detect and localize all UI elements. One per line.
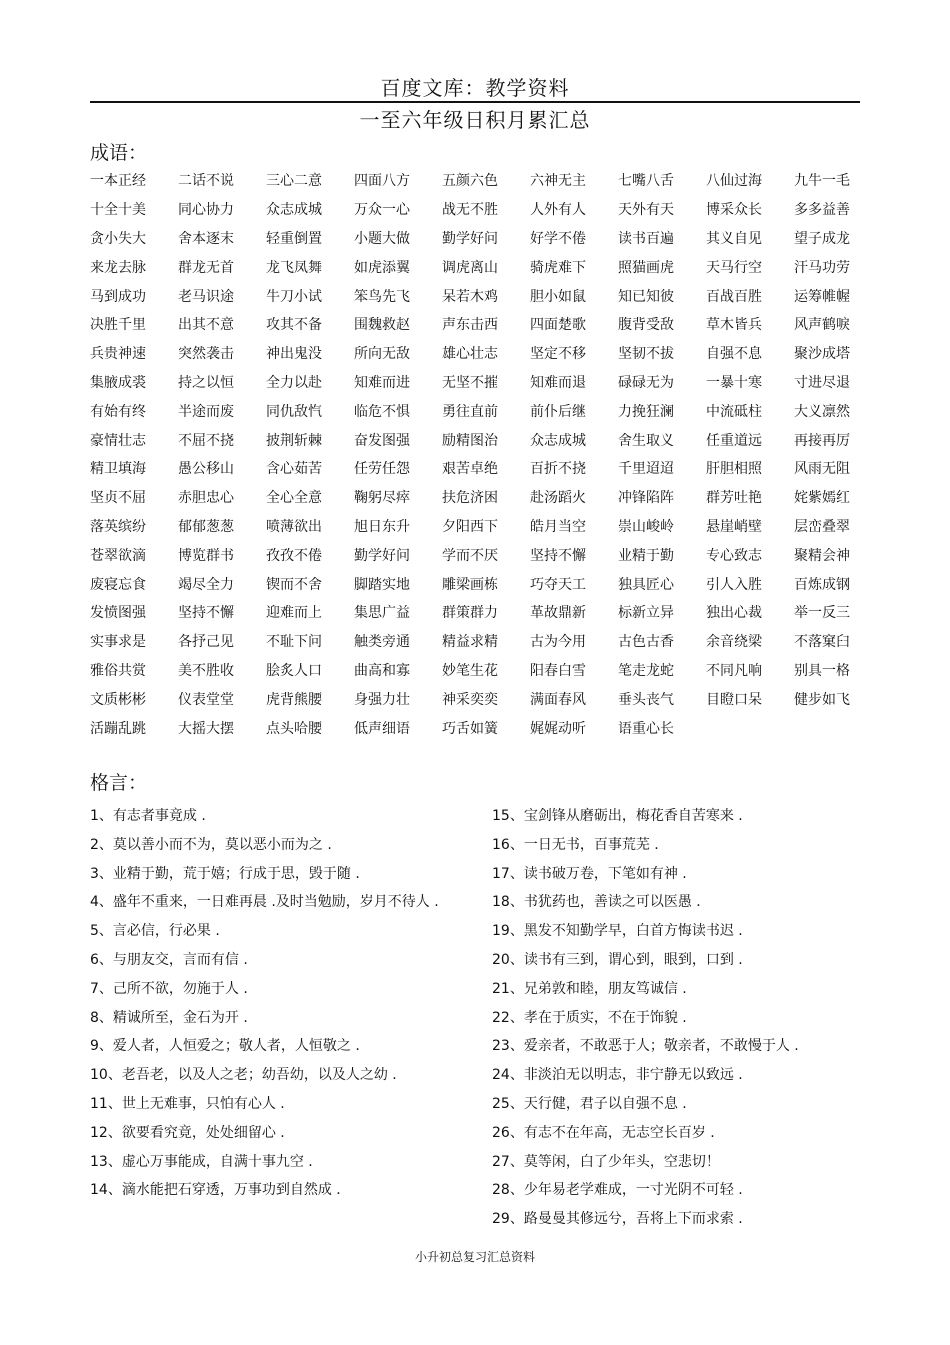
idiom-item: 含心茹苦 xyxy=(266,461,322,478)
idiom-item: 五颜六色 xyxy=(442,173,498,190)
idiom-item: 众志成城 xyxy=(266,202,322,219)
idiom-item: 触类旁通 xyxy=(354,634,410,651)
maxim-item: 28、少年易老学难成，一寸光阴不可轻 . xyxy=(492,1182,743,1199)
idiom-item: 鞠躬尽瘁 xyxy=(354,490,410,507)
idiom-item: 愚公移山 xyxy=(178,461,234,478)
idiom-item: 雅俗共赏 xyxy=(90,662,146,679)
idiom-item: 冲锋陷阵 xyxy=(618,490,674,507)
idiom-row xyxy=(90,166,870,195)
idiom-item: 姹紫嫣红 xyxy=(794,490,850,507)
idiom-item: 集腋成裘 xyxy=(90,374,146,391)
idiom-row xyxy=(90,396,870,425)
idiom-item: 轻重倒置 xyxy=(266,230,322,247)
maxim-item: 15、宝剑锋从磨砺出，梅花香自苦寒来 . xyxy=(492,808,743,824)
idiom-item: 临危不惧 xyxy=(354,403,410,420)
idiom-item: 艰苦卓绝 xyxy=(442,461,498,478)
idiom-item: 一本正经 xyxy=(90,173,146,190)
idiom-item: 苍翠欲滴 xyxy=(90,547,146,564)
idiom-row xyxy=(90,627,870,656)
idiom-item: 皓月当空 xyxy=(530,518,586,535)
idiom-item: 美不胜收 xyxy=(178,662,234,679)
maxim-item: 20、读书有三到，谓心到，眼到，口到 . xyxy=(492,951,743,968)
idiom-item: 学而不厌 xyxy=(442,547,498,564)
maxim-item: 27、莫等闲，白了少年头，空悲切！ xyxy=(492,1153,720,1170)
idiom-item: 废寝忘食 xyxy=(90,576,146,593)
idiom-row xyxy=(90,339,870,368)
idiom-item: 低声细语 xyxy=(354,720,410,737)
idiom-item: 贪小失大 xyxy=(90,230,146,247)
idiom-item: 碌碌无为 xyxy=(618,374,674,391)
maxim-item: 26、有志不在年高，无志空长百岁 . xyxy=(492,1124,715,1141)
idiom-item: 标新立异 xyxy=(618,605,674,622)
idiom-item: 层峦叠翠 xyxy=(794,518,850,535)
idiom-item: 大摇大摆 xyxy=(178,720,234,737)
idiom-item: 其义自见 xyxy=(706,230,762,247)
idiom-item: 雕梁画栋 xyxy=(442,576,498,593)
idiom-item: 腹背受敌 xyxy=(618,317,674,334)
idiom-item: 独出心裁 xyxy=(706,605,762,622)
idiom-item: 点头哈腰 xyxy=(266,720,322,737)
idiom-item: 全力以赴 xyxy=(266,374,322,391)
maxim-item: 8、精诚所至，金石为开 . xyxy=(90,1009,248,1026)
idiom-item: 三心二意 xyxy=(266,173,322,190)
maxim-item: 3、业精于勤，荒于嬉；行成于思，毁于随 . xyxy=(90,865,360,882)
idiom-item: 攻其不备 xyxy=(266,317,322,334)
maxim-item: 14、滴水能把石穿透，万事功到自然成 . xyxy=(90,1182,341,1199)
idiom-item: 力挽狂澜 xyxy=(618,403,674,420)
idiom-item: 突然袭击 xyxy=(178,346,234,363)
idiom-item: 仪表堂堂 xyxy=(178,691,234,708)
idiom-item: 群策群力 xyxy=(442,605,498,622)
idiom-item: 引人入胜 xyxy=(706,576,762,593)
idiom-item: 坚贞不屈 xyxy=(90,490,146,507)
idiom-item: 举一反三 xyxy=(794,605,850,622)
idiom-item: 有始有终 xyxy=(90,403,146,420)
idiom-item: 扶危济困 xyxy=(442,490,498,507)
idiom-item: 风雨无阻 xyxy=(794,461,850,478)
idiom-item: 来龙去脉 xyxy=(90,259,146,276)
maxim-item: 18、书犹药也，善读之可以医愚 . xyxy=(492,894,701,911)
idiom-item: 脚踏实地 xyxy=(354,576,410,593)
idiom-item: 兵贵神速 xyxy=(90,346,146,363)
idiom-item: 中流砥柱 xyxy=(706,403,762,420)
idiom-item: 千里迢迢 xyxy=(618,461,674,478)
idiom-item: 同仇敌忾 xyxy=(266,403,322,420)
maxim-item: 17、读书破万卷，下笔如有神 . xyxy=(492,865,687,882)
idiom-item: 八仙过海 xyxy=(706,173,762,190)
idiom-item: 赴汤蹈火 xyxy=(530,490,586,507)
idiom-item: 照猫画虎 xyxy=(618,259,674,276)
idiom-item: 好学不倦 xyxy=(530,230,586,247)
idiom-item: 牛刀小试 xyxy=(266,288,322,305)
idiom-item: 九牛一毛 xyxy=(794,173,850,190)
idiom-item: 前仆后继 xyxy=(530,403,586,420)
idiom-item: 博览群书 xyxy=(178,547,234,564)
idiom-item: 健步如飞 xyxy=(794,691,850,708)
idiom-item: 任重道远 xyxy=(706,432,762,449)
idiom-item: 肝胆相照 xyxy=(706,461,762,478)
idiom-item: 娓娓动听 xyxy=(530,720,586,737)
idiom-row xyxy=(90,252,870,281)
idiom-item: 四面楚歌 xyxy=(530,317,586,334)
maxim-item: 21、兄弟敦和睦，朋友笃诚信 . xyxy=(492,980,687,997)
maxim-item: 19、黑发不知勤学早，白首方悔读书迟 . xyxy=(492,923,743,940)
idiom-item: 四面八方 xyxy=(354,173,410,190)
idiom-item: 读书百遍 xyxy=(618,230,674,247)
idiom-item: 决胜千里 xyxy=(90,317,146,334)
idiom-item: 巧舌如簧 xyxy=(442,720,498,737)
maxim-item: 13、虚心万事能成，自满十事九空 . xyxy=(90,1153,313,1170)
idiom-item: 雄心壮志 xyxy=(442,346,498,363)
idiom-item: 赤胆忠心 xyxy=(178,490,234,507)
idiom-item: 神出鬼没 xyxy=(266,346,322,363)
idiom-item: 不落窠臼 xyxy=(794,634,850,651)
idiom-item: 精卫填海 xyxy=(90,461,146,478)
idiom-item: 脍炙人口 xyxy=(266,662,322,679)
idiom-item: 余音绕梁 xyxy=(706,634,762,651)
idiom-row xyxy=(90,684,870,713)
idiom-item: 目瞪口呆 xyxy=(706,691,762,708)
idiom-row xyxy=(90,540,870,569)
idiom-item: 聚精会神 xyxy=(794,547,850,564)
idiom-item: 呆若木鸡 xyxy=(442,288,498,305)
idiom-item: 万众一心 xyxy=(354,202,410,219)
idiom-item: 坚定不移 xyxy=(530,346,586,363)
idiom-row xyxy=(90,569,870,598)
idiom-item: 群芳吐艳 xyxy=(706,490,762,507)
idiom-row xyxy=(90,425,870,454)
page-footer: 小升初总复习汇总资料 xyxy=(414,1250,535,1264)
idioms-heading: 成语： xyxy=(90,142,148,164)
idiom-item: 勤学好问 xyxy=(354,547,410,564)
idiom-item: 坚持不懈 xyxy=(530,547,586,564)
idiom-item: 集思广益 xyxy=(354,605,410,622)
idiom-grid xyxy=(90,166,870,742)
idiom-item: 语重心长 xyxy=(618,720,674,737)
idiom-item: 聚沙成塔 xyxy=(794,346,850,363)
idiom-item: 老马识途 xyxy=(178,288,234,305)
idiom-item: 喷薄欲出 xyxy=(266,518,322,535)
idiom-row xyxy=(90,713,870,742)
maxim-item: 4、盛年不重来，一日难再晨 .及时当勉励，岁月不待人 . xyxy=(90,894,439,911)
maxim-item: 12、欲要看究竟，处处细留心 . xyxy=(90,1124,285,1141)
idiom-item: 勇往直前 xyxy=(442,403,498,420)
idiom-item: 知难而退 xyxy=(530,374,586,391)
idiom-row xyxy=(90,454,870,483)
idiom-item: 知难而进 xyxy=(354,374,410,391)
idiom-row xyxy=(90,281,870,310)
idiom-item: 锲而不舍 xyxy=(266,576,322,593)
idiom-item: 汗马功劳 xyxy=(794,259,850,276)
maxim-item: 10、老吾老，以及人之老；幼吾幼，以及人之幼 . xyxy=(90,1067,397,1084)
idiom-item: 悬崖峭壁 xyxy=(706,518,762,535)
idiom-item: 博采众长 xyxy=(706,202,762,219)
idiom-item: 孜孜不倦 xyxy=(266,547,322,564)
maxims-heading: 格言： xyxy=(90,772,148,794)
idiom-item: 妙笔生花 xyxy=(442,662,498,679)
maxim-item: 23、爱亲者，不敢恶于人；敬亲者，不敢慢于人 . xyxy=(492,1038,799,1055)
maxim-item: 16、一日无书，百事荒芜 . xyxy=(492,836,659,853)
idiom-item: 旭日东升 xyxy=(354,518,410,535)
idiom-item: 所向无敌 xyxy=(354,346,410,363)
idiom-item: 垂头丧气 xyxy=(618,691,674,708)
idiom-item: 一暴十寒 xyxy=(706,374,762,391)
idiom-item: 夕阳西下 xyxy=(442,518,498,535)
idiom-row xyxy=(90,656,870,685)
idiom-item: 骑虎难下 xyxy=(530,259,586,276)
idiom-item: 再接再厉 xyxy=(794,432,850,449)
idiom-item: 不同凡响 xyxy=(706,662,762,679)
idiom-item: 望子成龙 xyxy=(794,230,850,247)
idiom-item: 持之以恒 xyxy=(178,374,234,391)
idiom-item: 勤学好问 xyxy=(442,230,498,247)
idiom-item: 文质彬彬 xyxy=(90,691,146,708)
idiom-item: 笨鸟先飞 xyxy=(354,288,410,305)
maxim-item: 29、路曼曼其修远兮，吾将上下而求索 . xyxy=(492,1211,743,1228)
maxim-item: 5、言必信，行必果 . xyxy=(90,923,220,940)
idiom-item: 人外有人 xyxy=(530,202,586,219)
idiom-item: 豪情壮志 xyxy=(90,432,146,449)
idiom-row xyxy=(90,483,870,512)
idiom-item: 风声鹤唳 xyxy=(794,317,850,334)
idiom-item: 励精图治 xyxy=(442,432,498,449)
idiom-item: 十全十美 xyxy=(90,202,146,219)
page-header: 百度文库：教学资料 xyxy=(380,76,570,100)
idiom-item: 龙飞凤舞 xyxy=(266,259,322,276)
idiom-item: 小题大做 xyxy=(354,230,410,247)
idiom-item: 披荆斩棘 xyxy=(266,432,322,449)
idiom-item: 如虎添翼 xyxy=(354,259,410,276)
maxim-item: 25、天行健，君子以自强不息 . xyxy=(492,1095,687,1112)
idiom-item: 全心全意 xyxy=(266,490,322,507)
idiom-item: 虎背熊腰 xyxy=(266,691,322,708)
idiom-item: 声东击西 xyxy=(442,317,498,334)
idiom-item: 战无不胜 xyxy=(442,202,498,219)
maxim-item: 9、爱人者，人恒爱之；敬人者，人恒敬之 . xyxy=(90,1038,360,1055)
idiom-item: 独具匠心 xyxy=(618,576,674,593)
idiom-item: 舍生取义 xyxy=(618,432,674,449)
maxims-left-column xyxy=(90,802,450,1205)
header-divider xyxy=(90,101,860,103)
idiom-item: 各抒己见 xyxy=(178,634,234,651)
idiom-item: 知已知彼 xyxy=(618,288,674,305)
idiom-item: 笔走龙蛇 xyxy=(618,662,674,679)
idiom-item: 胆小如鼠 xyxy=(530,288,586,305)
idiom-item: 专心致志 xyxy=(706,547,762,564)
idiom-item: 百折不挠 xyxy=(530,461,586,478)
idiom-item: 百炼成钢 xyxy=(794,576,850,593)
idiom-item: 群龙无首 xyxy=(178,259,234,276)
idiom-item: 满面春风 xyxy=(530,691,586,708)
idiom-item: 业精于勤 xyxy=(618,547,674,564)
idiom-row xyxy=(90,224,870,253)
idiom-item: 巧夺天工 xyxy=(530,576,586,593)
idiom-row xyxy=(90,598,870,627)
idiom-item: 多多益善 xyxy=(794,202,850,219)
idiom-item: 天外有天 xyxy=(618,202,674,219)
idiom-item: 草木皆兵 xyxy=(706,317,762,334)
idiom-item: 众志成城 xyxy=(530,432,586,449)
idiom-item: 郁郁葱葱 xyxy=(178,518,234,535)
idiom-item: 别具一格 xyxy=(794,662,850,679)
idiom-item: 迎难而上 xyxy=(266,605,322,622)
idiom-item: 运筹帷幄 xyxy=(794,288,850,305)
idiom-row xyxy=(90,512,870,541)
idiom-row xyxy=(90,195,870,224)
idiom-item: 古色古香 xyxy=(618,634,674,651)
idiom-item: 曲高和寡 xyxy=(354,662,410,679)
idiom-item: 身强力壮 xyxy=(354,691,410,708)
idiom-item: 天马行空 xyxy=(706,259,762,276)
idiom-item: 竭尽全力 xyxy=(178,576,234,593)
idiom-item: 阳春白雪 xyxy=(530,662,586,679)
document-title: 一至六年级日积月累汇总 xyxy=(359,108,591,132)
idiom-item: 奋发图强 xyxy=(354,432,410,449)
idiom-item: 二话不说 xyxy=(178,173,234,190)
idiom-item: 坚韧不拔 xyxy=(618,346,674,363)
maxim-item: 22、孝在于质实，不在于饰貌 . xyxy=(492,1009,687,1026)
idiom-item: 大义凛然 xyxy=(794,403,850,420)
idiom-item: 崇山峻岭 xyxy=(618,518,674,535)
idiom-row xyxy=(90,368,870,397)
idiom-item: 六神无主 xyxy=(530,173,586,190)
idiom-item: 任劳任怨 xyxy=(354,461,410,478)
idiom-item: 不耻下问 xyxy=(266,634,322,651)
idiom-item: 马到成功 xyxy=(90,288,146,305)
idiom-item: 实事求是 xyxy=(90,634,146,651)
idiom-item: 调虎离山 xyxy=(442,259,498,276)
idiom-item: 古为今用 xyxy=(530,634,586,651)
maxim-item: 6、与朋友交，言而有信 . xyxy=(90,951,248,968)
idiom-item: 自强不息 xyxy=(706,346,762,363)
idiom-row xyxy=(90,310,870,339)
maxim-item: 11、世上无难事，只怕有心人 . xyxy=(90,1095,285,1112)
idiom-item: 发愤图强 xyxy=(90,605,146,622)
maxim-item: 1、有志者事竟成 . xyxy=(90,808,206,824)
idiom-item: 精益求精 xyxy=(442,634,498,651)
idiom-item: 革故鼎新 xyxy=(530,605,586,622)
idiom-item: 舍本逐末 xyxy=(178,230,234,247)
idiom-item: 神采奕奕 xyxy=(442,691,498,708)
idiom-item: 无坚不摧 xyxy=(442,374,498,391)
idiom-item: 同心协力 xyxy=(178,202,234,219)
idiom-item: 寸进尽退 xyxy=(794,374,850,391)
idiom-item: 活蹦乱跳 xyxy=(90,720,146,737)
idiom-item: 出其不意 xyxy=(178,317,234,334)
idiom-item: 不屈不挠 xyxy=(178,432,234,449)
idiom-item: 百战百胜 xyxy=(706,288,762,305)
maxim-item: 24、非淡泊无以明志，非宁静无以致远 . xyxy=(492,1067,743,1084)
idiom-item: 坚持不懈 xyxy=(178,605,234,622)
maxim-item: 7、己所不欲，勿施于人 . xyxy=(90,980,248,997)
idiom-item: 七嘴八舌 xyxy=(618,173,674,190)
idiom-item: 半途而废 xyxy=(178,403,234,420)
idiom-item: 围魏救赵 xyxy=(354,317,410,334)
idiom-item: 落英缤纷 xyxy=(90,518,146,535)
maxims-right-column xyxy=(492,802,872,1234)
maxim-item: 2、莫以善小而不为，莫以恶小而为之 . xyxy=(90,836,332,853)
